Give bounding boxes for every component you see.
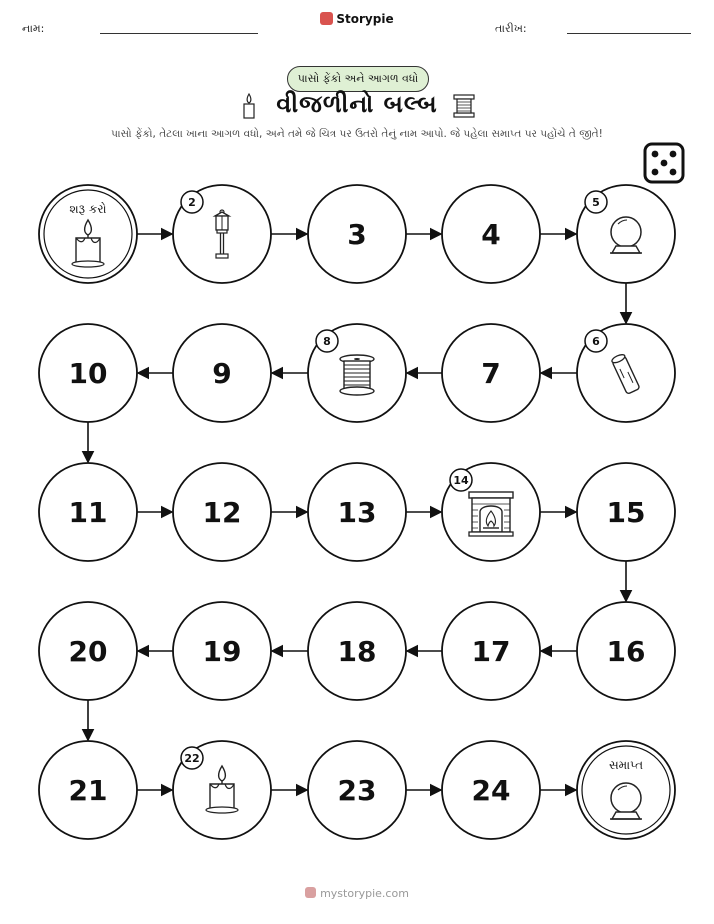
board-space-7[interactable] [442,324,540,422]
board-space-2[interactable] [173,185,271,283]
space-number: 20 [68,635,108,668]
board-space-24[interactable] [442,741,540,839]
space-number: 10 [68,357,108,390]
board-space-22[interactable] [173,741,271,839]
board-space-20[interactable] [39,602,137,700]
space-number: 17 [471,635,511,668]
board-space-17[interactable] [442,602,540,700]
space-number: 12 [202,496,242,529]
footer-site: mystorypie.com [320,887,409,900]
board-space-10[interactable] [39,324,137,422]
board-space-6[interactable] [577,324,675,422]
board-space-12[interactable] [173,463,271,561]
board-space-15[interactable] [577,463,675,561]
space-number: 18 [337,635,377,668]
board-space-21[interactable] [39,741,137,839]
page-title: વીજળીનો બલ્બ [276,90,438,118]
board-space-9[interactable] [173,324,271,422]
space-number: 21 [68,774,108,807]
badge-number: 14 [453,474,469,487]
space-number: 16 [606,635,646,668]
fireplace-icon [469,492,513,536]
space-number: 19 [202,635,242,668]
finish-label: સમાપ્ત [608,758,644,772]
start-space[interactable] [39,185,137,283]
board-space-11[interactable] [39,463,137,561]
board-space-8[interactable] [308,324,406,422]
badge-number: 6 [592,335,600,348]
space-number: 13 [337,496,377,529]
space-number: 24 [471,774,511,807]
finish-space[interactable] [577,741,675,839]
crystal-ball-icon [610,217,642,253]
space-number: 9 [212,357,232,390]
board-space-14[interactable] [442,463,540,561]
space-number: 11 [68,496,108,529]
brand-text: Storypie [336,12,394,26]
game-tag: પાસો ફેંકો અને આગળ વધો [287,66,429,92]
board-space-3[interactable] [308,185,406,283]
crystal-ball-icon [610,783,642,819]
space-number: 15 [606,496,646,529]
badge-number: 2 [188,196,196,209]
board-space-16[interactable] [577,602,675,700]
space-number: 7 [481,357,501,390]
storypie-footer-icon [305,887,316,898]
board-space-4[interactable] [442,185,540,283]
board-space-13[interactable] [308,463,406,561]
date-label: તારીખ: [495,22,527,35]
name-label: નામ: [22,22,45,35]
space-number: 4 [481,218,501,251]
badge-number: 8 [323,335,331,348]
board-space-5[interactable] [577,185,675,283]
start-label: શરૂ કરો [69,202,107,216]
badge-number: 5 [592,196,600,209]
board-space-18[interactable] [308,602,406,700]
space-number: 23 [337,774,377,807]
thread-spool-icon [340,355,374,395]
footer [0,887,714,900]
badge-number: 22 [184,752,200,765]
instructions: પાસો ફેંકો, તેટલા ખાના આગળ વધો, અને તમે જે ચિત્ર પર ઉતરો તેનું નામ આપો. જે પહેલા સમાપ્ત પર પહોંચે તે જીતે! [111,128,603,140]
board-space-23[interactable] [308,741,406,839]
board-space-19[interactable] [173,602,271,700]
space-number: 3 [347,218,367,251]
